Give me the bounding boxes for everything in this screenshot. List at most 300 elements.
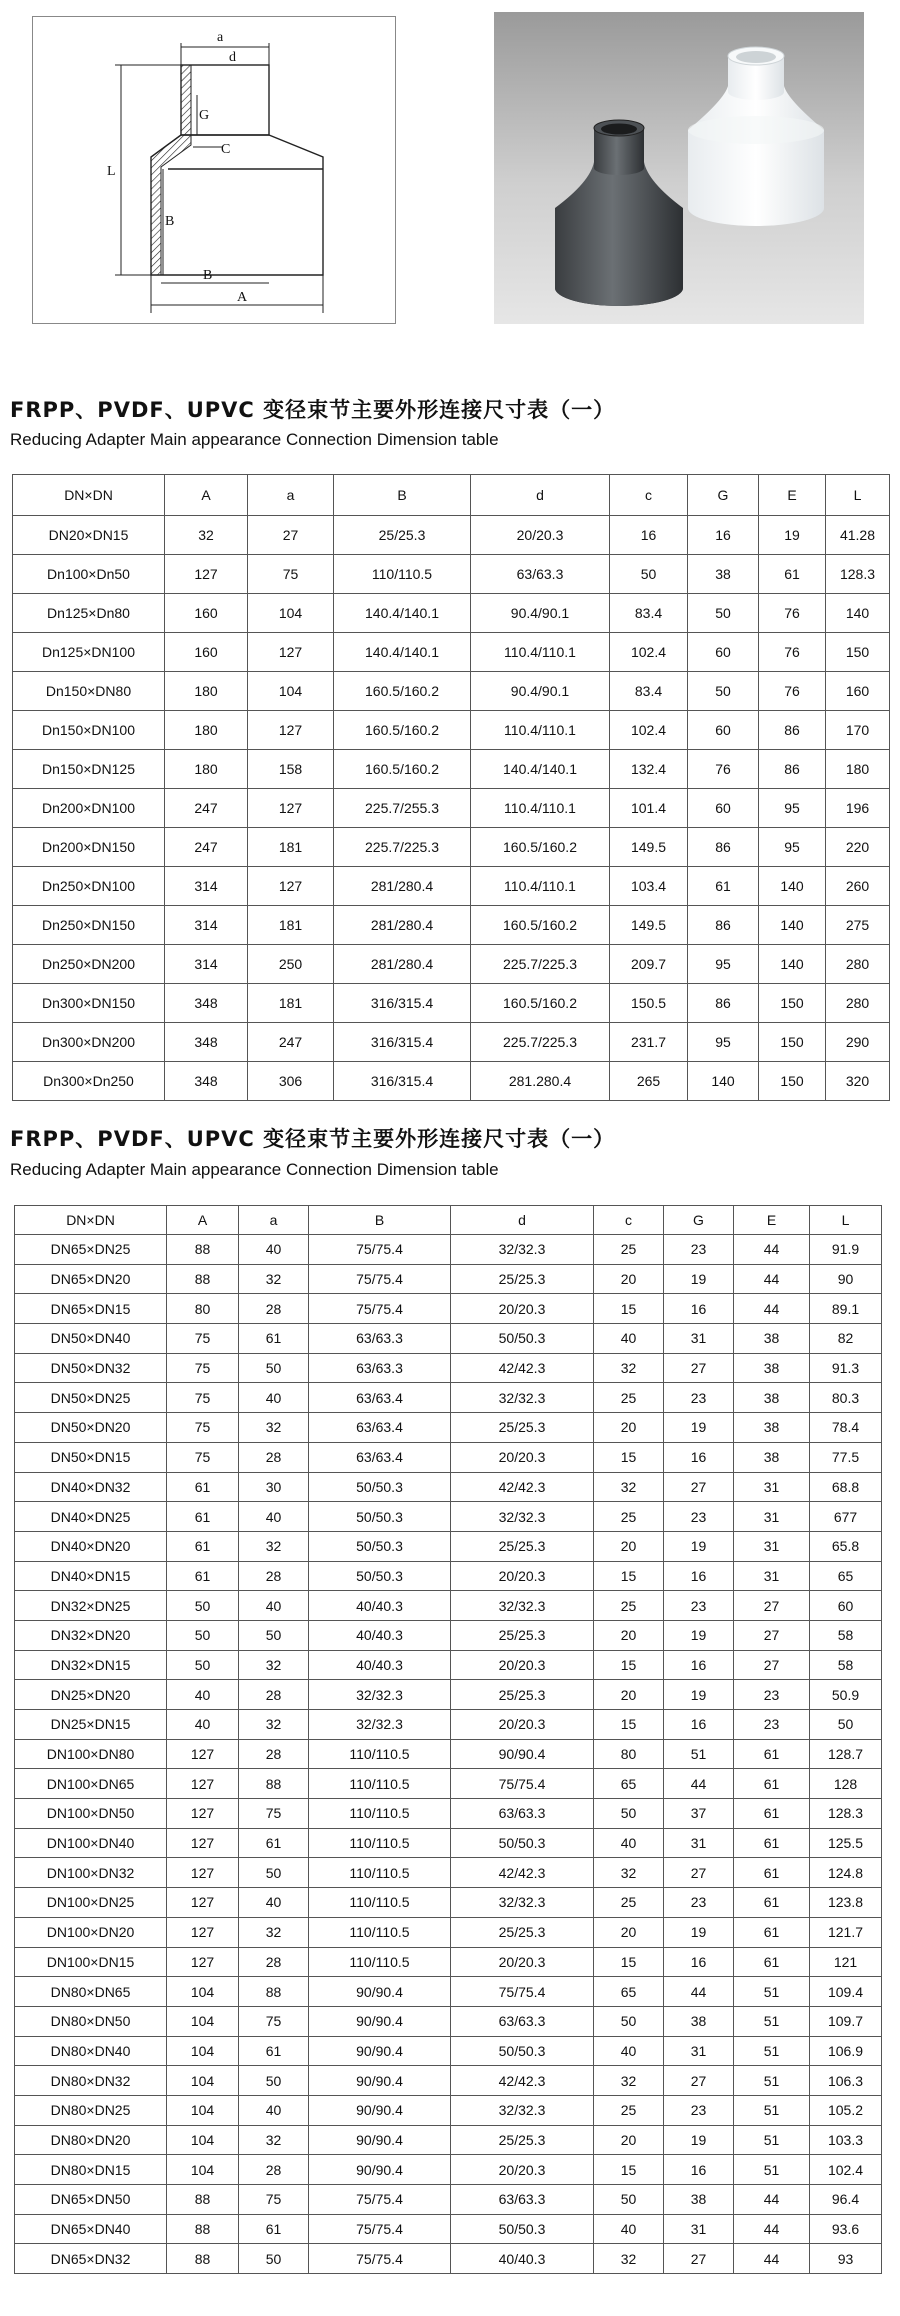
table-cell: 196 <box>826 789 890 828</box>
table-cell: 61 <box>167 1561 239 1591</box>
table-cell: 75/75.4 <box>451 1977 594 2007</box>
table-cell: 32/32.3 <box>451 2095 594 2125</box>
table-cell: 50 <box>167 1650 239 1680</box>
table-cell: DN50×DN32 <box>15 1353 167 1383</box>
table-cell: 104 <box>167 2036 239 2066</box>
table-cell: 44 <box>734 2185 810 2215</box>
table-cell: 110.4/110.1 <box>471 711 610 750</box>
table-cell: 40 <box>239 1235 309 1265</box>
table-cell: 32 <box>239 1264 309 1294</box>
table-cell: 27 <box>248 516 334 555</box>
table-cell: 15 <box>594 1561 664 1591</box>
table-cell: 225.7/225.3 <box>334 828 471 867</box>
table-cell: 90 <box>810 1264 882 1294</box>
table-cell: 15 <box>594 1947 664 1977</box>
table-cell: 140.4/140.1 <box>471 750 610 789</box>
table-row <box>15 1828 882 1858</box>
table-cell: 231.7 <box>610 1023 688 1062</box>
table-cell: 27 <box>734 1650 810 1680</box>
table-cell: 95 <box>759 789 826 828</box>
table-cell: 50.9 <box>810 1680 882 1710</box>
table-cell: 104 <box>167 2125 239 2155</box>
table-cell: 42/42.3 <box>451 1858 594 1888</box>
table-cell: 281/280.4 <box>334 945 471 984</box>
table-cell: 44 <box>664 1977 734 2007</box>
table-cell: 677 <box>810 1502 882 1532</box>
table-cell: 37 <box>664 1799 734 1829</box>
table-cell: 104 <box>167 1977 239 2007</box>
table-cell: 20 <box>594 1917 664 1947</box>
table-cell: 95 <box>759 828 826 867</box>
table-header-row <box>15 1206 882 1235</box>
table-cell: Dn100×Dn50 <box>13 555 165 594</box>
table-cell: 128.7 <box>810 1739 882 1769</box>
table-cell: 31 <box>734 1561 810 1591</box>
table-cell: 75 <box>239 2006 309 2036</box>
table-cell: 23 <box>664 1888 734 1918</box>
table-cell: 16 <box>664 1561 734 1591</box>
table-cell: 30 <box>239 1472 309 1502</box>
table-cell: 38 <box>664 2185 734 2215</box>
table-cell: 65.8 <box>810 1531 882 1561</box>
table-cell: Dn125×Dn80 <box>13 594 165 633</box>
table-row <box>15 1502 882 1532</box>
table-cell: 61 <box>734 1828 810 1858</box>
table-cell: 31 <box>734 1531 810 1561</box>
table-cell: 105.2 <box>810 2095 882 2125</box>
table-cell: 75 <box>167 1442 239 1472</box>
table-cell: 95 <box>688 945 759 984</box>
table-cell: 51 <box>734 2036 810 2066</box>
column-header: B <box>309 1206 451 1235</box>
table-cell: 104 <box>167 2155 239 2185</box>
table-cell: 42/42.3 <box>451 2066 594 2096</box>
table-cell: 61 <box>688 867 759 906</box>
table-cell: 40 <box>239 1502 309 1532</box>
table-cell: 15 <box>594 1442 664 1472</box>
table-row <box>15 1264 882 1294</box>
table-cell: 160.5/160.2 <box>471 984 610 1023</box>
table-cell: 121 <box>810 1947 882 1977</box>
column-header: d <box>471 475 610 516</box>
table-cell: 50 <box>239 1353 309 1383</box>
table-cell: 61 <box>759 555 826 594</box>
table-cell: 160.5/160.2 <box>334 672 471 711</box>
table-cell: 40 <box>167 1680 239 1710</box>
table-cell: 89.1 <box>810 1294 882 1324</box>
table-cell: 102.4 <box>610 711 688 750</box>
table-cell: 50/50.3 <box>451 1828 594 1858</box>
table-cell: 123.8 <box>810 1888 882 1918</box>
table-row <box>15 1383 882 1413</box>
table-row <box>13 984 890 1023</box>
table-cell: 75/75.4 <box>309 1264 451 1294</box>
table-cell: 109.7 <box>810 2006 882 2036</box>
table-cell: 90/90.4 <box>309 2155 451 2185</box>
table-cell: 40 <box>594 1324 664 1354</box>
table-cell: 110/110.5 <box>309 1799 451 1829</box>
table-cell: 247 <box>248 1023 334 1062</box>
table-cell: 181 <box>248 984 334 1023</box>
table-cell: 25/25.3 <box>334 516 471 555</box>
table-cell: 150.5 <box>610 984 688 1023</box>
table-cell: DN100×DN50 <box>15 1799 167 1829</box>
table-cell: 127 <box>165 555 248 594</box>
table-cell: 127 <box>167 1828 239 1858</box>
table-cell: 16 <box>664 1442 734 1472</box>
table-cell: 20 <box>594 2125 664 2155</box>
table-cell: 15 <box>594 2155 664 2185</box>
table-cell: 40 <box>239 1591 309 1621</box>
table-cell: DN65×DN50 <box>15 2185 167 2215</box>
table-cell: 32/32.3 <box>451 1383 594 1413</box>
table-cell: 32/32.3 <box>451 1591 594 1621</box>
table-cell: 20 <box>594 1413 664 1443</box>
table-cell: DN32×DN20 <box>15 1620 167 1650</box>
table-cell: 75 <box>167 1383 239 1413</box>
table-header-row <box>13 475 890 516</box>
table-cell: 75 <box>239 1799 309 1829</box>
table-cell: 50 <box>610 555 688 594</box>
table-row <box>15 1235 882 1265</box>
table-row <box>13 945 890 984</box>
table-cell: 19 <box>664 1917 734 1947</box>
table-cell: 40/40.3 <box>309 1650 451 1680</box>
table-cell: DN100×DN40 <box>15 1828 167 1858</box>
table-cell: 58 <box>810 1620 882 1650</box>
table-cell: 50 <box>239 1620 309 1650</box>
table-cell: 25/25.3 <box>451 2125 594 2155</box>
table-cell: 160.5/160.2 <box>471 906 610 945</box>
table-row <box>13 711 890 750</box>
table-cell: 61 <box>734 1739 810 1769</box>
table-row <box>13 906 890 945</box>
table-cell: DN80×DN25 <box>15 2095 167 2125</box>
table-cell: 28 <box>239 1561 309 1591</box>
table-cell: 225.7/225.3 <box>471 1023 610 1062</box>
table-row <box>13 867 890 906</box>
table-cell: 140.4/140.1 <box>334 594 471 633</box>
table-cell: 80 <box>594 1739 664 1769</box>
table-cell: 25/25.3 <box>451 1620 594 1650</box>
table-cell: 40 <box>167 1710 239 1740</box>
table-cell: 160.5/160.2 <box>334 711 471 750</box>
table-cell: 25/25.3 <box>451 1917 594 1947</box>
table-cell: 50 <box>239 2244 309 2274</box>
table-cell: 25/25.3 <box>451 1413 594 1443</box>
table-row <box>15 1442 882 1472</box>
table-cell: Dn250×DN200 <box>13 945 165 984</box>
table-row <box>15 2185 882 2215</box>
table-cell: 75 <box>167 1413 239 1443</box>
table-cell: 140 <box>759 867 826 906</box>
table-cell: 140.4/140.1 <box>334 633 471 672</box>
table-cell: 42/42.3 <box>451 1472 594 1502</box>
table-row <box>15 1710 882 1740</box>
table-cell: 260 <box>826 867 890 906</box>
table-cell: DN100×DN15 <box>15 1947 167 1977</box>
table-cell: 50/50.3 <box>451 1324 594 1354</box>
table-cell: 20 <box>594 1620 664 1650</box>
table-cell: 23 <box>734 1710 810 1740</box>
table-cell: 75 <box>248 555 334 594</box>
table-cell: 28 <box>239 2155 309 2185</box>
column-header: A <box>167 1206 239 1235</box>
table-cell: DN80×DN50 <box>15 2006 167 2036</box>
table-cell: 225.7/225.3 <box>471 945 610 984</box>
table-cell: 75/75.4 <box>309 1294 451 1324</box>
table-cell: 38 <box>734 1442 810 1472</box>
table-row <box>15 1413 882 1443</box>
table-cell: 91.9 <box>810 1235 882 1265</box>
table-cell: 314 <box>165 945 248 984</box>
table-cell: 149.5 <box>610 828 688 867</box>
table-cell: 160.5/160.2 <box>334 750 471 789</box>
table-row <box>15 2214 882 2244</box>
table-cell: 25/25.3 <box>451 1264 594 1294</box>
table-cell: 27 <box>734 1620 810 1650</box>
table-cell: DN50×DN20 <box>15 1413 167 1443</box>
table-cell: 28 <box>239 1947 309 1977</box>
table-row <box>15 1591 882 1621</box>
table-cell: 76 <box>688 750 759 789</box>
table-cell: 40/40.3 <box>451 2244 594 2274</box>
table-row <box>15 1977 882 2007</box>
table-cell: 181 <box>248 906 334 945</box>
table-cell: 61 <box>734 1947 810 1977</box>
table-cell: 61 <box>239 1324 309 1354</box>
table-cell: 20/20.3 <box>451 1650 594 1680</box>
table-cell: 127 <box>167 1858 239 1888</box>
table-cell: 247 <box>165 828 248 867</box>
table-cell: 95 <box>688 1023 759 1062</box>
table-cell: 32 <box>165 516 248 555</box>
table-cell: 40 <box>239 2095 309 2125</box>
column-header: a <box>248 475 334 516</box>
table-cell: 51 <box>734 1977 810 2007</box>
table-cell: 316/315.4 <box>334 1062 471 1101</box>
table-cell: 23 <box>664 2095 734 2125</box>
table-cell: 63/63.3 <box>451 2006 594 2036</box>
table-cell: 25 <box>594 1235 664 1265</box>
table-cell: 38 <box>734 1383 810 1413</box>
table-cell: 280 <box>826 984 890 1023</box>
table-cell: 181 <box>248 828 334 867</box>
table-cell: 127 <box>248 711 334 750</box>
table-cell: 86 <box>688 984 759 1023</box>
table-cell: 51 <box>734 2006 810 2036</box>
table-cell: 32 <box>239 1650 309 1680</box>
table-cell: 128.3 <box>826 555 890 594</box>
column-header: d <box>451 1206 594 1235</box>
dimension-lines <box>115 43 323 313</box>
table-cell: 32 <box>239 1917 309 1947</box>
table-cell: 44 <box>734 1235 810 1265</box>
dim-label-B: B <box>203 268 213 283</box>
table-cell: 31 <box>664 1324 734 1354</box>
table-cell: DN80×DN65 <box>15 1977 167 2007</box>
table-cell: 127 <box>167 1739 239 1769</box>
table-cell: 61 <box>734 1769 810 1799</box>
table-cell: 68.8 <box>810 1472 882 1502</box>
table-cell: 150 <box>826 633 890 672</box>
table-cell: 50 <box>239 1858 309 1888</box>
table-cell: 127 <box>167 1917 239 1947</box>
table-cell: 82 <box>810 1324 882 1354</box>
table-cell: 27 <box>664 1472 734 1502</box>
table-cell: 75/75.4 <box>309 2185 451 2215</box>
table-cell: 32 <box>594 2066 664 2096</box>
table-cell: 314 <box>165 867 248 906</box>
table-cell: DN80×DN40 <box>15 2036 167 2066</box>
table-row <box>13 672 890 711</box>
table-cell: 140 <box>759 945 826 984</box>
table-cell: 88 <box>167 1264 239 1294</box>
table-cell: DN80×DN15 <box>15 2155 167 2185</box>
column-header: c <box>594 1206 664 1235</box>
table-cell: 32/32.3 <box>309 1710 451 1740</box>
table-cell: 121.7 <box>810 1917 882 1947</box>
table-cell: 32 <box>594 1353 664 1383</box>
table-row <box>13 828 890 867</box>
table-cell: 65 <box>810 1561 882 1591</box>
table-cell: DN40×DN20 <box>15 1531 167 1561</box>
table-cell: 348 <box>165 1062 248 1101</box>
table-cell: 31 <box>664 2214 734 2244</box>
table-cell: 290 <box>826 1023 890 1062</box>
table-cell: 314 <box>165 906 248 945</box>
table-cell: 38 <box>734 1413 810 1443</box>
table-cell: 16 <box>664 1650 734 1680</box>
reducer-dimension-diagram <box>33 17 395 323</box>
table-cell: 128 <box>810 1769 882 1799</box>
table-cell: 220 <box>826 828 890 867</box>
table-cell: 50/50.3 <box>451 2036 594 2066</box>
table-cell: 96.4 <box>810 2185 882 2215</box>
table-row <box>15 1650 882 1680</box>
table-row <box>15 2006 882 2036</box>
table-cell: 76 <box>759 672 826 711</box>
table-row <box>13 1023 890 1062</box>
table-cell: 27 <box>664 2066 734 2096</box>
table-cell: 316/315.4 <box>334 984 471 1023</box>
table-cell: DN80×DN20 <box>15 2125 167 2155</box>
table-cell: 25 <box>594 1888 664 1918</box>
table-cell: 80.3 <box>810 1383 882 1413</box>
table-cell: 90/90.4 <box>309 2125 451 2155</box>
table-cell: 38 <box>734 1353 810 1383</box>
table-cell: 320 <box>826 1062 890 1101</box>
table-cell: 28 <box>239 1739 309 1769</box>
dim-label-G: G <box>199 108 210 123</box>
table-cell: 63/63.3 <box>309 1324 451 1354</box>
table-cell: 32 <box>594 2244 664 2274</box>
table-cell: 41.28 <box>826 516 890 555</box>
table-cell: 23 <box>664 1235 734 1265</box>
table-cell: 40 <box>594 1828 664 1858</box>
table-cell: 40 <box>239 1383 309 1413</box>
table-row <box>15 1769 882 1799</box>
table-cell: 127 <box>248 633 334 672</box>
table-cell: 38 <box>734 1324 810 1354</box>
table-cell: 127 <box>167 1799 239 1829</box>
table-cell: 27 <box>664 1353 734 1383</box>
wall-hatch-bottom <box>151 135 191 275</box>
column-header: L <box>810 1206 882 1235</box>
table-row <box>15 1739 882 1769</box>
column-header: B <box>334 475 471 516</box>
table-cell: 158 <box>248 750 334 789</box>
table-cell: 110/110.5 <box>309 1858 451 1888</box>
table-cell: 31 <box>664 1828 734 1858</box>
table-cell: Dn150×DN80 <box>13 672 165 711</box>
table-cell: 127 <box>167 1888 239 1918</box>
technical-drawing <box>32 16 396 324</box>
table-cell: 102.4 <box>610 633 688 672</box>
table-row <box>15 2066 882 2096</box>
table-cell: 19 <box>664 1680 734 1710</box>
table-cell: Dn200×DN150 <box>13 828 165 867</box>
table-row <box>13 633 890 672</box>
table-cell: 32 <box>239 2125 309 2155</box>
table-cell: DN65×DN40 <box>15 2214 167 2244</box>
table-cell: 125.5 <box>810 1828 882 1858</box>
table-cell: 281/280.4 <box>334 867 471 906</box>
table-cell: 25/25.3 <box>451 1680 594 1710</box>
table-cell: 19 <box>664 2125 734 2155</box>
table-cell: 103.3 <box>810 2125 882 2155</box>
table-cell: 127 <box>248 789 334 828</box>
table-row <box>15 1561 882 1591</box>
table-cell: 19 <box>664 1620 734 1650</box>
table-cell: 44 <box>734 2214 810 2244</box>
table-cell: 44 <box>734 2244 810 2274</box>
table-cell: Dn300×Dn250 <box>13 1062 165 1101</box>
table-cell: 20/20.3 <box>471 516 610 555</box>
table-cell: 127 <box>167 1947 239 1977</box>
table-cell: 20 <box>594 1680 664 1710</box>
table-cell: 90.4/90.1 <box>471 594 610 633</box>
table-row <box>15 2125 882 2155</box>
table-cell: 90/90.4 <box>309 1977 451 2007</box>
wall-hatch-top <box>181 65 191 135</box>
table-cell: 50 <box>594 1799 664 1829</box>
table-cell: DN50×DN40 <box>15 1324 167 1354</box>
table-cell: 40 <box>239 1888 309 1918</box>
table-cell: 32/32.3 <box>451 1888 594 1918</box>
table-cell: 83.4 <box>610 672 688 711</box>
table-cell: 76 <box>759 633 826 672</box>
table-cell: 50 <box>167 1591 239 1621</box>
table-cell: 61 <box>734 1799 810 1829</box>
table-cell: 50/50.3 <box>309 1502 451 1532</box>
table-cell: 51 <box>664 1739 734 1769</box>
table-cell: 23 <box>664 1591 734 1621</box>
table-row <box>13 594 890 633</box>
table-cell: 60 <box>688 711 759 750</box>
table-cell: 281/280.4 <box>334 906 471 945</box>
table-cell: 44 <box>734 1264 810 1294</box>
table-cell: DN20×DN15 <box>13 516 165 555</box>
table-cell: 25 <box>594 1502 664 1532</box>
column-header: L <box>826 475 890 516</box>
table-cell: 20/20.3 <box>451 1947 594 1977</box>
table-cell: 60 <box>688 789 759 828</box>
table-cell: 88 <box>167 2214 239 2244</box>
table-cell: 28 <box>239 1680 309 1710</box>
table-cell: 25/25.3 <box>451 1531 594 1561</box>
table-cell: 275 <box>826 906 890 945</box>
